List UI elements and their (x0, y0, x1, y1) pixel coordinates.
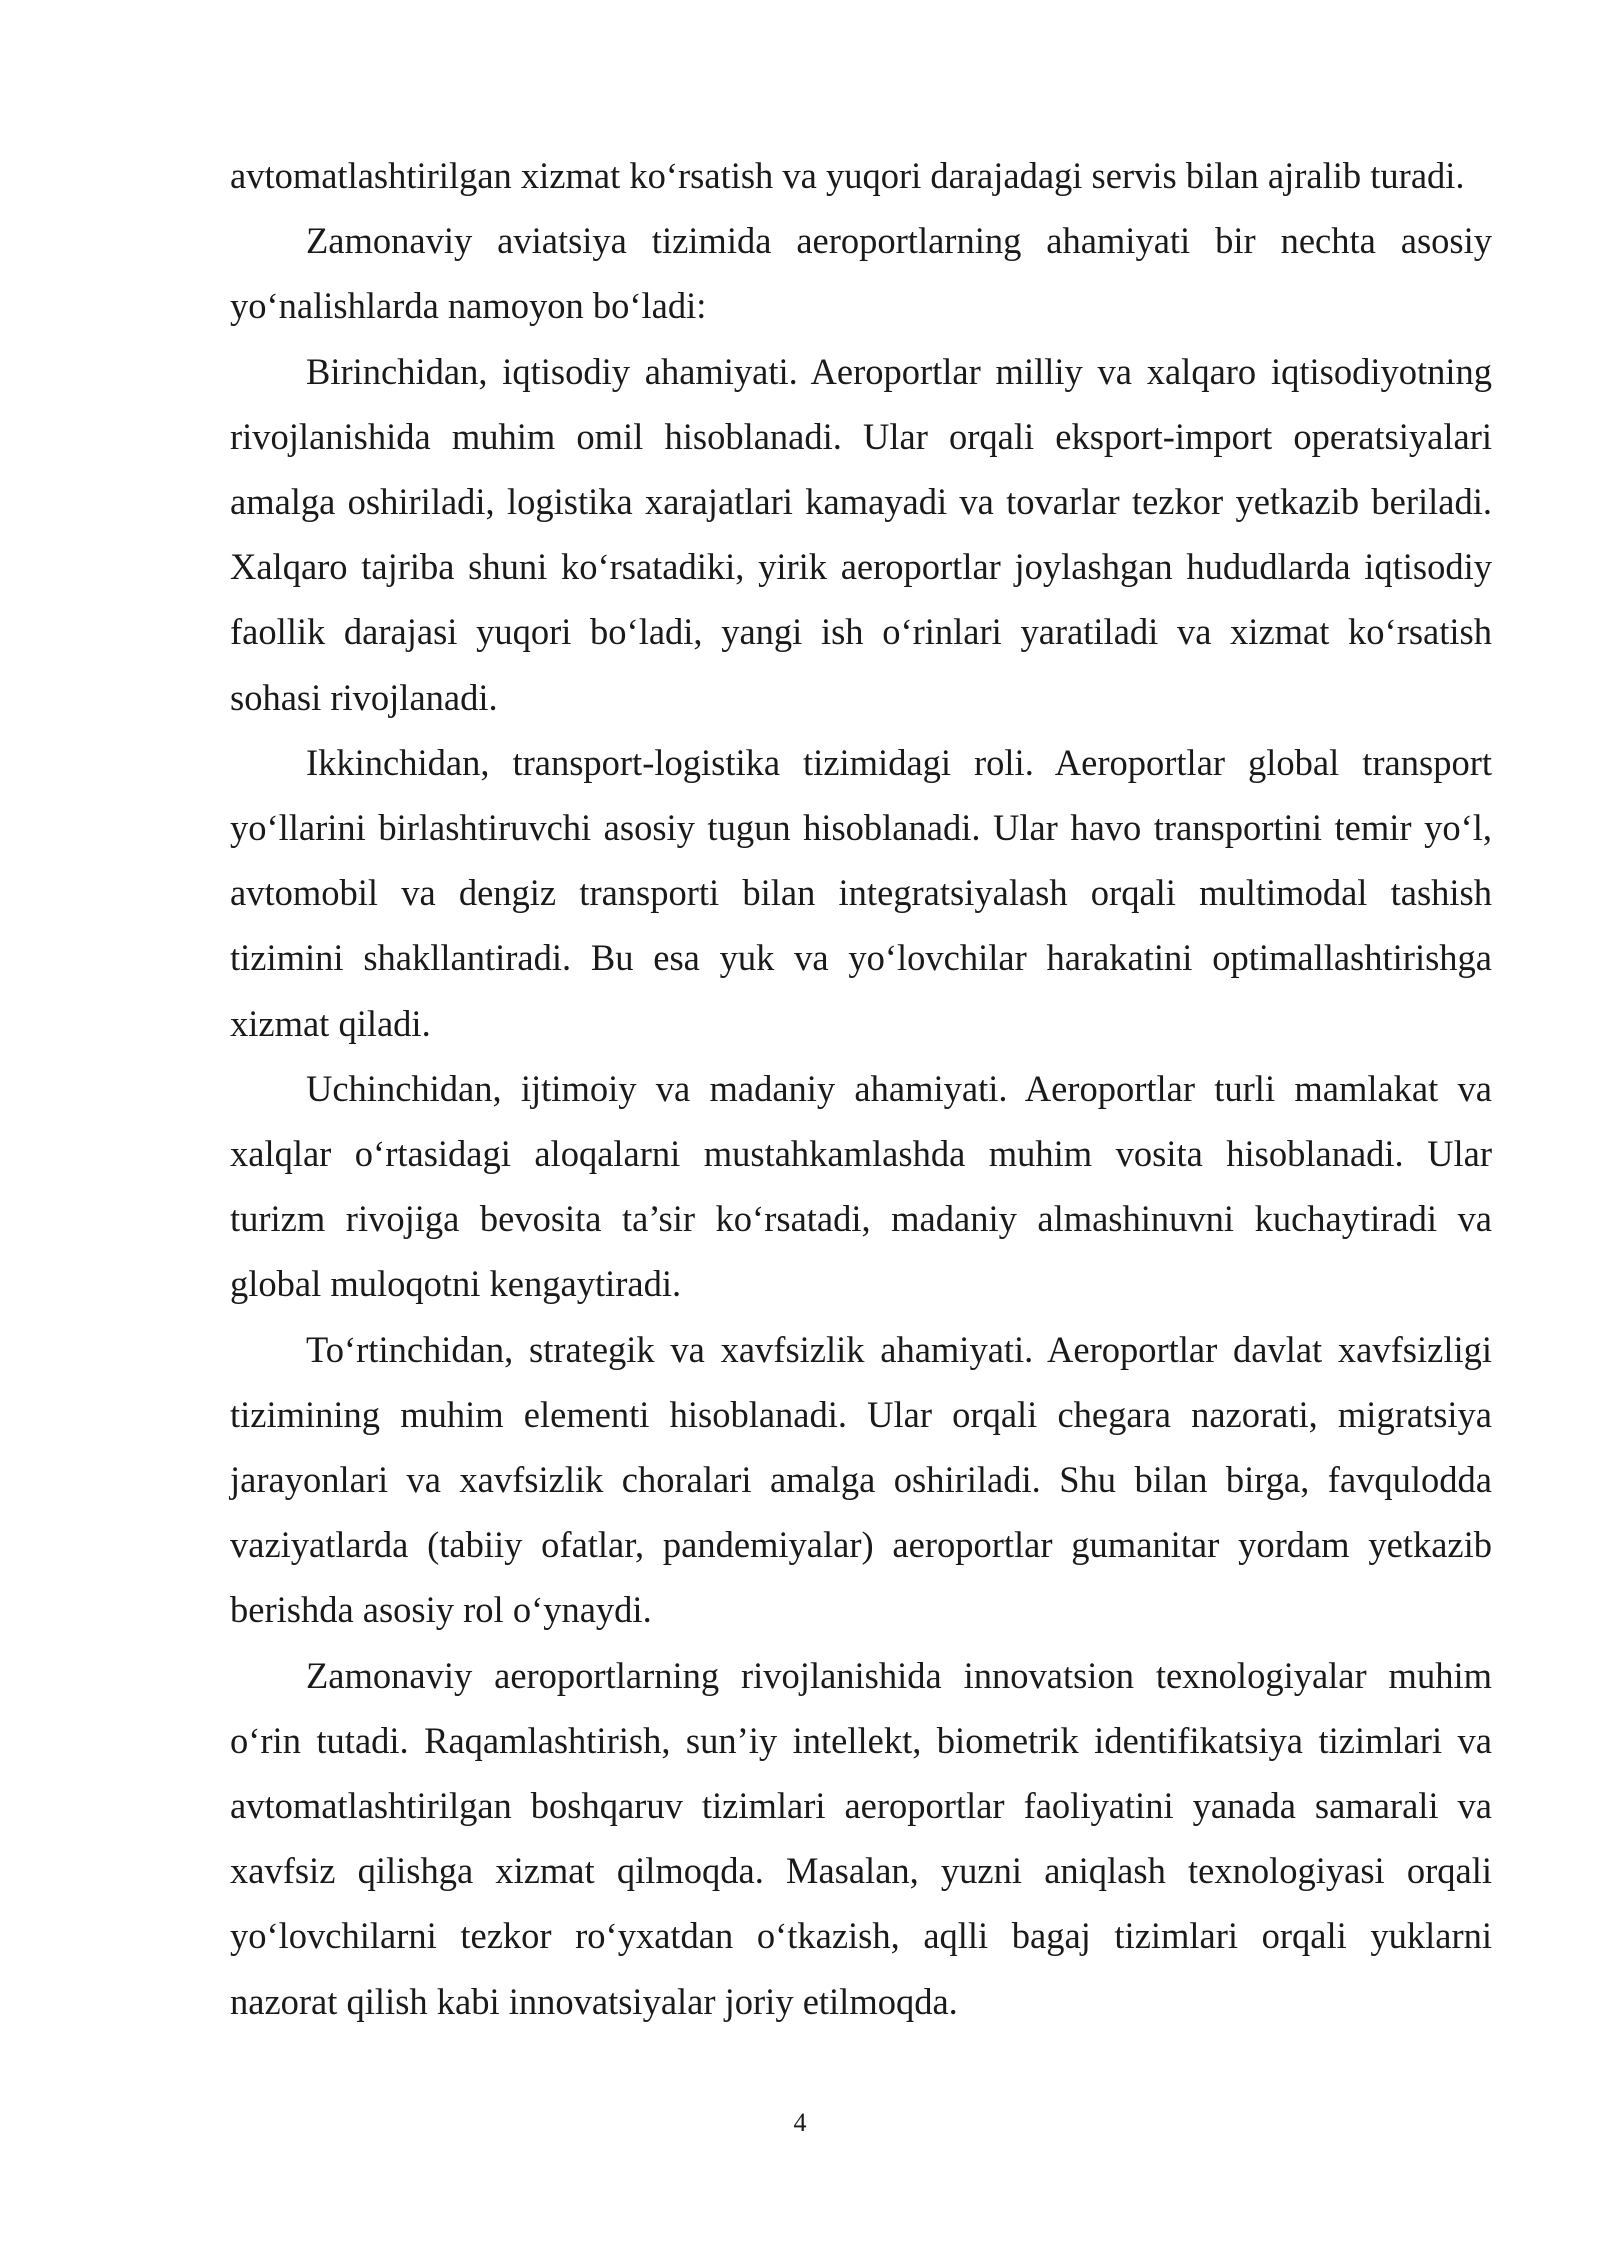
paragraph-intro: Zamonaviy aviatsiya tizimida aeroportlarning ahamiyati bir nechta asosiy yoʻnalishlarda namoyon boʻladi: (230, 220, 1492, 327)
paragraph-social: Uchinchidan, ijtimoiy va madaniy ahamiyati. Aeroportlar turli mamlakat va xalqlar oʻrtasidagi aloqalarni mustahkamlashda muhim vosita hisoblanadi. Ular turizm rivojiga bevosita ta’sir koʻrsatadi, madaniy almashinuvni kuchaytiradi va global muloqotni kengaytiradi. (230, 1067, 1492, 1305)
body-text (230, 143, 1492, 2034)
paragraph-innovation: Zamonaviy aeroportlarning rivojlanishida innovatsion texnologiyalar muhim oʻrin tutadi. Raqamlashtirish, sun’iy intellekt, biometrik identifikatsiya tizimlari va avtomatlashtirilgan boshqaruv tizimlari aeroportlar faoliyatini yanada samarali va xavfsiz qilishga xizmat qilmoqda. Masalan, yuzni aniqlash texnologiyasi orqali yoʻlovchilarni tezkor roʻyxatdan oʻtkazish, aqlli bagaj tizimlari orqali yuklarni nazorat qilish kabi innovatsiyalar joriy etilmoqda. (230, 1654, 1492, 2022)
paragraph-continuation: avtomatlashtirilgan xizmat koʻrsatish va yuqori darajadagi servis bilan ajralib turadi. (230, 155, 1465, 196)
paragraph-security: Toʻrtinchidan, strategik va xavfsizlik ahamiyati. Aeroportlar davlat xavfsizligi tizimining muhim elementi hisoblanadi. Ular orqali chegara nazorati, migratsiya jarayonlari va xavfsizlik choralari amalga oshiriladi. Shu bilan birga, favqulodda vaziyatlarda (tabiiy ofatlar, pandemiyalar) aeroportlar gumanitar yordam yetkazib berishda asosiy rol oʻynaydi. (230, 1328, 1492, 1631)
paragraph-transport: Ikkinchidan, transport-logistika tizimidagi roli. Aeroportlar global transport yoʻllarini birlashtiruvchi asosiy tugun hisoblanadi. Ular havo transportini temir yoʻl, avtomobil va dengiz transporti bilan integratsiyalash orqali multimodal tashish tizimini shakllantiradi. Bu esa yuk va yoʻlovchilar harakatini optimallashtirishga xizmat qiladi. (230, 741, 1492, 1044)
page-number: 4 (793, 2108, 807, 2137)
paragraph-economic: Birinchidan, iqtisodiy ahamiyati. Aeroportlar milliy va xalqaro iqtisodiyotning rivojlanishida muhim omil hisoblanadi. Ular orqali eksport-import operatsiyalari amalga oshiriladi, logistika xarajatlari kamayadi va tovarlar tezkor yetkazib beriladi. Xalqaro tajriba shuni koʻrsatadiki, yirik aeroportlar joylashgan hududlarda iqtisodiy faollik darajasi yuqori boʻladi, yangi ish oʻrinlari yaratiladi va xizmat koʻrsatish sohasi rivojlanadi. (230, 350, 1492, 718)
